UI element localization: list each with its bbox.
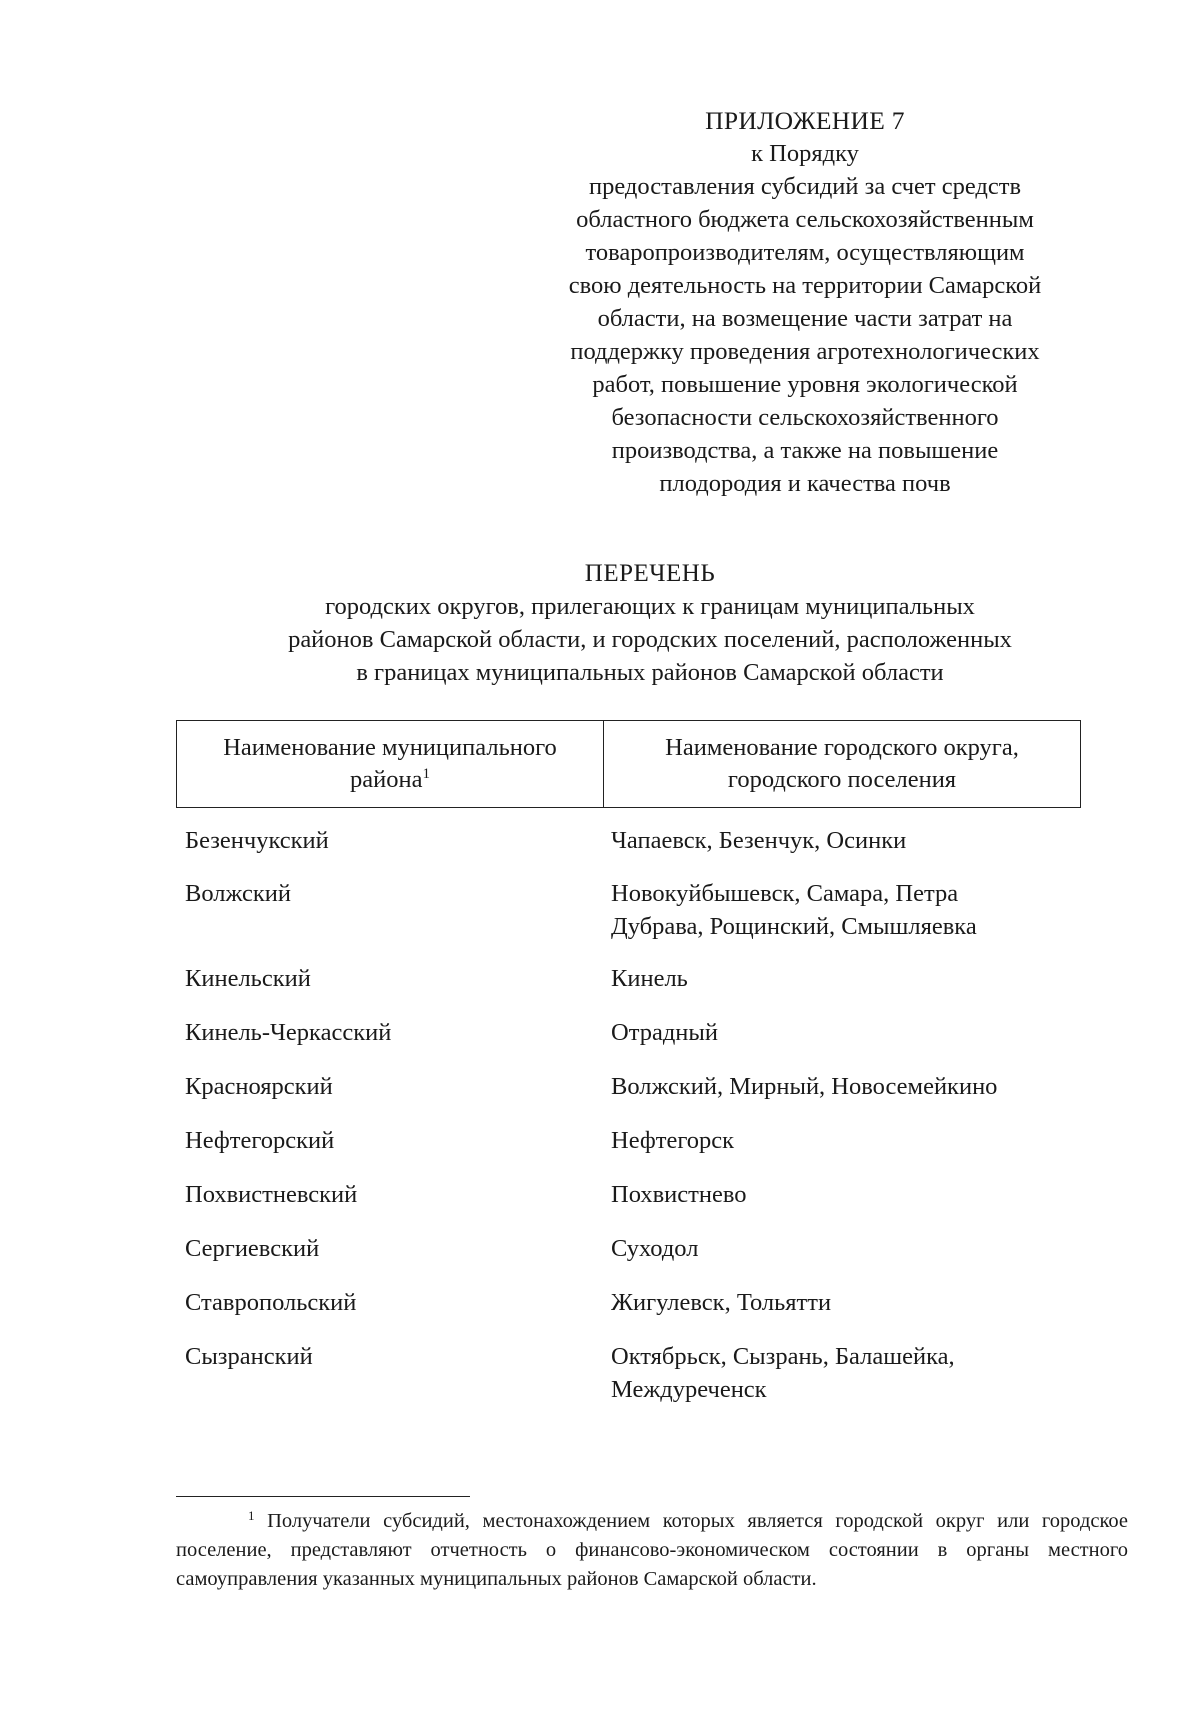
footnote-text: Получатели субсидий, местонахождением которых является городской округ или городское поселение, представляют отчетность о финансово-экономическом состоянии в органы местного самоуправления указанных муниципальных районов Самарской области. xyxy=(176,1510,1129,1590)
towns-cell: Отрадный xyxy=(611,1019,718,1046)
appendix-line: свою деятельность на территории Самарской xyxy=(568,272,1042,299)
towns-cell: Чапаевск, Безенчук, Осинки xyxy=(611,827,907,854)
list-title: ПЕРЕЧЕНЬ xyxy=(584,560,716,587)
appendix-header xyxy=(520,104,1090,500)
header-towns xyxy=(604,721,1081,808)
towns-cell: Суходол xyxy=(611,1235,699,1262)
list-title-block xyxy=(180,557,1120,689)
district-cell: Красноярский xyxy=(185,1073,333,1100)
towns-cell: Новокуйбышевск, Самара, Петра Дубрава, Рощинский, Смышляевка xyxy=(611,880,977,940)
footnote-mark: 1 xyxy=(422,766,430,782)
header-district-line xyxy=(185,764,595,796)
district-cell: Кинель-Черкасский xyxy=(185,1019,392,1046)
towns-cell: Октябрьск, Сызрань, Балашейка, Междуреченск xyxy=(611,1343,955,1403)
towns-cell: Волжский, Мирный, Новосемейкино xyxy=(611,1073,998,1100)
header-towns-line: Наименование городского округа, xyxy=(665,734,1019,761)
appendix-line: безопасности сельскохозяйственного xyxy=(611,404,999,431)
footnote xyxy=(176,1507,1128,1594)
list-subtitle-line: городских округов, прилегающих к границам муниципальных xyxy=(325,593,975,620)
district-cell: Нефтегорский xyxy=(185,1127,335,1154)
appendix-line: предоставления субсидий за счет средств xyxy=(588,173,1022,200)
table-header xyxy=(176,720,1081,808)
appendix-line: производства, а также на повышение xyxy=(611,437,999,464)
footnote-mark: 1 xyxy=(248,1508,255,1523)
list-subtitle-line: в границах муниципальных районов Самарской области xyxy=(356,659,944,686)
footnote-divider xyxy=(176,1496,470,1497)
towns-cell: Нефтегорск xyxy=(611,1127,735,1154)
district-cell: Похвистневский xyxy=(185,1181,358,1208)
appendix-heading: ПРИЛОЖЕНИЕ 7 xyxy=(705,106,905,135)
appendix-line: плодородия и качества почв xyxy=(659,470,951,497)
appendix-line: товаропроизводителям, осуществляющим xyxy=(585,239,1025,266)
district-cell: Сергиевский xyxy=(185,1235,320,1262)
header-district-text: района xyxy=(350,766,423,793)
towns-cell: Жигулевск, Тольятти xyxy=(611,1289,832,1316)
appendix-line: к Порядку xyxy=(751,140,859,167)
header-district xyxy=(177,721,604,808)
district-cell: Сызранский xyxy=(185,1343,313,1370)
appendix-line: поддержку проведения агротехнологических xyxy=(570,338,1040,365)
appendix-line: области, на возмещение части затрат на xyxy=(597,305,1013,332)
district-cell: Безенчукский xyxy=(185,827,329,854)
header-district-line: Наименование муниципального xyxy=(223,734,557,761)
district-cell: Волжский xyxy=(185,880,291,907)
towns-cell: Похвистнево xyxy=(611,1181,747,1208)
district-cell: Кинельский xyxy=(185,965,311,992)
appendix-line: работ, повышение уровня экологической xyxy=(592,371,1018,398)
towns-cell: Кинель xyxy=(611,965,688,992)
appendix-line: областного бюджета сельскохозяйственным xyxy=(576,206,1034,233)
header-towns-line: городского поселения xyxy=(727,766,957,793)
district-cell: Ставропольский xyxy=(185,1289,357,1316)
list-subtitle-line: районов Самарской области, и городских поселений, расположенных xyxy=(288,626,1012,653)
